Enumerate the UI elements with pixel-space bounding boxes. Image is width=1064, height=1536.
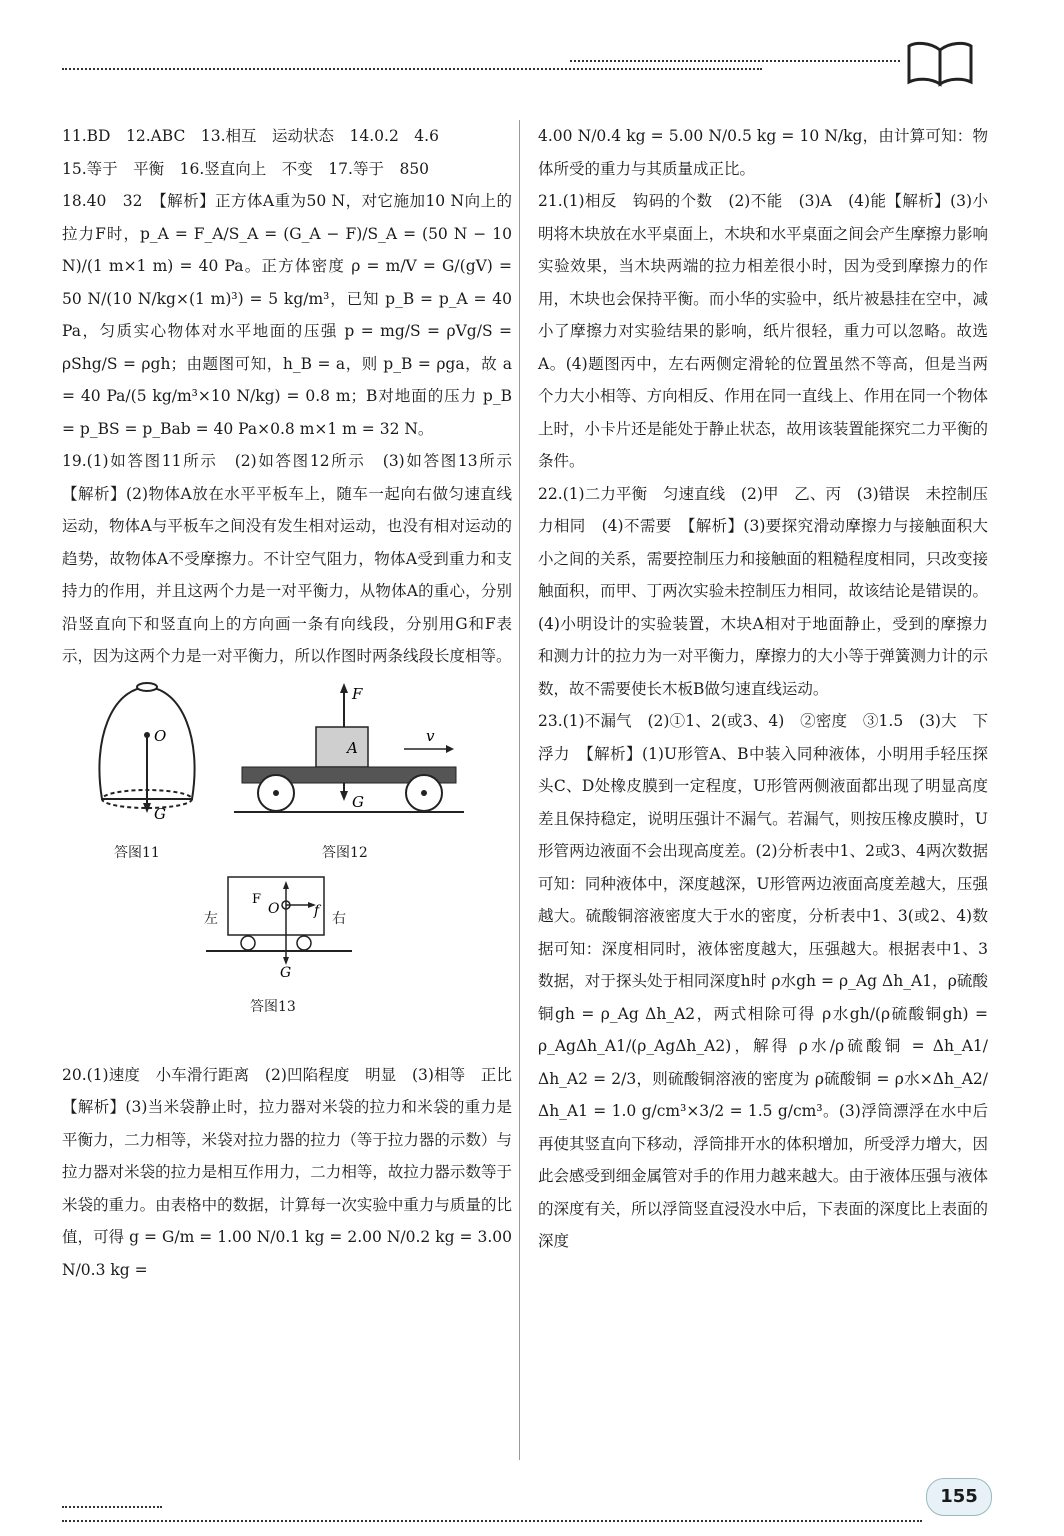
fig11-label-g: G [154,804,166,823]
answer-20-cont: 4.00 N/0.4 kg = 5.00 N/0.5 kg = 10 N/kg，由计算可知：物体所受的重力与其质量成正比。 [538,127,988,178]
fig13-label-left: 左 [204,910,218,927]
figure-13-boxcar [202,869,372,979]
fig13-label-f-top: F [252,891,262,907]
figure-12-caption: 答图12 [322,844,368,861]
page-number: 155 [926,1478,992,1516]
right-column [538,120,1004,1258]
figures-area [62,679,512,1059]
fig12-label-f: F [352,684,363,703]
figure-12-cart [234,679,474,829]
answer-15-17: 15.等于 平衡 16.竖直向上 不变 17.等于 850 [62,159,430,178]
left-column [62,120,528,1286]
fig11-label-o: O [154,726,167,745]
fig12-label-v: v [426,726,435,745]
answer-11-14: 11.BD 12.ABC 13.相互 运动状态 14.0.2 4.6 [62,127,439,145]
fig13-label-f: f [314,902,320,919]
footer-dotted-line-lower [62,1520,922,1522]
book-icon [905,38,975,88]
answer-20: 20.(1)速度 小车滑行距离 (2)凹陷程度 明显 (3)相等 正比 【解析】(3)当米袋静止时，拉力器对米袋的拉力和米袋的重力是平衡力，二力相等，米袋对拉力器的拉力（等于拉力器的示数）与拉力器对米袋的拉力是相互作用力，二力相等，故拉力器示数等于米袋的重力。由表格中的数据，计算每一次实验中重力与质量的比值，可得 g = G/m = 1.00 N/0.1 kg = 2.00 N/0.2 kg = 3.00 N/0.3 kg = [62,1065,528,1279]
answer-23: 23.(1)不漏气 (2)①1、2(或3、4) ②密度 ③1.5 (3)大 下 浮力 【解析】(1)U形管A、B中装入同种液体，小明用手轻压探头C、D处橡皮膜到一定程度，U形管两侧液面都出现了明显高度差且保持稳定，说明压强计不漏气。若漏气，则按压橡皮膜时，U形管两边液面不会出现高度差。(2)分析表中1、2或3、4两次数据可知：同种液体中，深度越深，U形管两边液面高度差越大，压强越大。硫酸铜溶液密度大于水的密度，分析表中1、3(或2、4)数据可知：深度相同时，液体密度越大，压强越大。根据表中1、3数据，对于探头处于相同深度h时 ρ水gh = ρ_Ag Δh_A1，ρ硫酸铜gh = ρ_Ag Δh_A2，两式相除可得 ρ水gh/(ρ硫酸铜gh) = ρ_AgΔh_A1/(ρ_AgΔh_A2)，解得 ρ水/ρ硫酸铜 = Δh_A1/Δh_A2 = 2/3，则硫酸铜溶液的密度为 ρ硫酸铜 = ρ水×Δh_A2/Δh_A1 = 1.0 g/cm³×3/2 = 1.5 g/cm³。(3)浮筒漂浮在水中后再使其竖直向下移动，浮筒排开水的体积增加，所受浮力增大，因此会感受到细金属管对手的作用力越来越大。由于液体压强与液体的深度有关，所以浮筒竖直浸没水中后，下表面的深度比上表面的深度 [538,712,1004,1250]
fig13-label-g: G [280,964,292,979]
figure-11-bell [82,679,222,829]
fig12-label-a: A [347,738,358,757]
header-dotted-line-upper [570,60,900,62]
figure-13-caption: 答图13 [250,998,296,1015]
figure-11-caption: 答图11 [114,844,160,861]
fig13-label-right: 右 [332,910,346,927]
answer-18: 18.40 32 【解析】正方体A重为50 N，对它施加10 N向上的拉力F时，p_A = F_A/S_A = (G_A − F)/S_A = (50 N − 10 N)/(1 m×1 m) = 40 Pa。正方体密度 ρ = m/V = G/(gV) = 50 N/(10 N/kg×(1 m)³) = 5 kg/m³，已知 p_B = p_A = 40 Pa，匀质实心物体对水平地面的压强 p = mg/S = ρVg/S = ρShg/S = ρgh；由题图可知，h_B = a，则 p_B = ρga，故 a = 40 Pa/(5 kg/m³×10 N/kg) = 0.8 m；B对地面的压力 p_B = p_BS = p_Bab = 40 Pa×0.8 m×1 m = 32 N。 [62,192,512,438]
answer-19: 19.(1)如答图11所示 (2)如答图12所示 (3)如答图13所示 【解析】(2)物体A放在水平平板车上，随车一起向右做匀速直线运动，物体A与平板车之间没有发生相对运动，也没有相对运动的趋势，故物体A不受摩擦力。不计空气阻力，物体A受到重力和支持力的作用，并且这两个力是一对平衡力，从物体A的重心，分别沿竖直向下和竖直向上的方向画一条有向线段，分别用G和F表示，因为这两个力是一对平衡力，所以作图时两条线段长度相等。 [62,452,528,665]
fig12-label-g: G [352,792,364,811]
answer-22: 22.(1)二力平衡 匀速直线 (2)甲 乙、丙 (3)错误 未控制压力相同 (4)不需要 【解析】(3)要探究滑动摩擦力与接触面积大小之间的关系，需要控制压力和接触面的粗糙程度相同，只改变接触面积，而甲、丁两次实验未控制压力相同，故该结论是错误的。(4)小明设计的实验装置，木块A相对于地面静止，受到的摩擦力和测力计的拉力为一对平衡力，摩擦力的大小等于弹簧测力计的示数，故不需要使长木板B做匀速直线运动。 [538,484,988,698]
header-dotted-line [62,68,762,70]
column-divider [519,120,520,1460]
answer-21: 21.(1)相反 钩码的个数 (2)不能 (3)A (4)能【解析】(3)小明将木块放在水平桌面上，木块和水平桌面之间会产生摩擦力影响实验效果，当木块两端的拉力相差很小时，因为受到摩擦力的作用，木块也会保持平衡。而小华的实验中，纸片被悬挂在空中，减小了摩擦力对实验结果的影响，纸片很轻，重力可以忽略。故选A。(4)题图丙中，左右两侧定滑轮的位置虽然不等高，但是当两个力大小相等、方向相反、作用在同一直线上、作用在同一个物体上时，小卡片还是能处于静止状态，故用该装置能探究二力平衡的条件。 [538,192,988,470]
fig13-label-o: O [268,900,280,917]
footer-dotted-line [62,1506,162,1508]
